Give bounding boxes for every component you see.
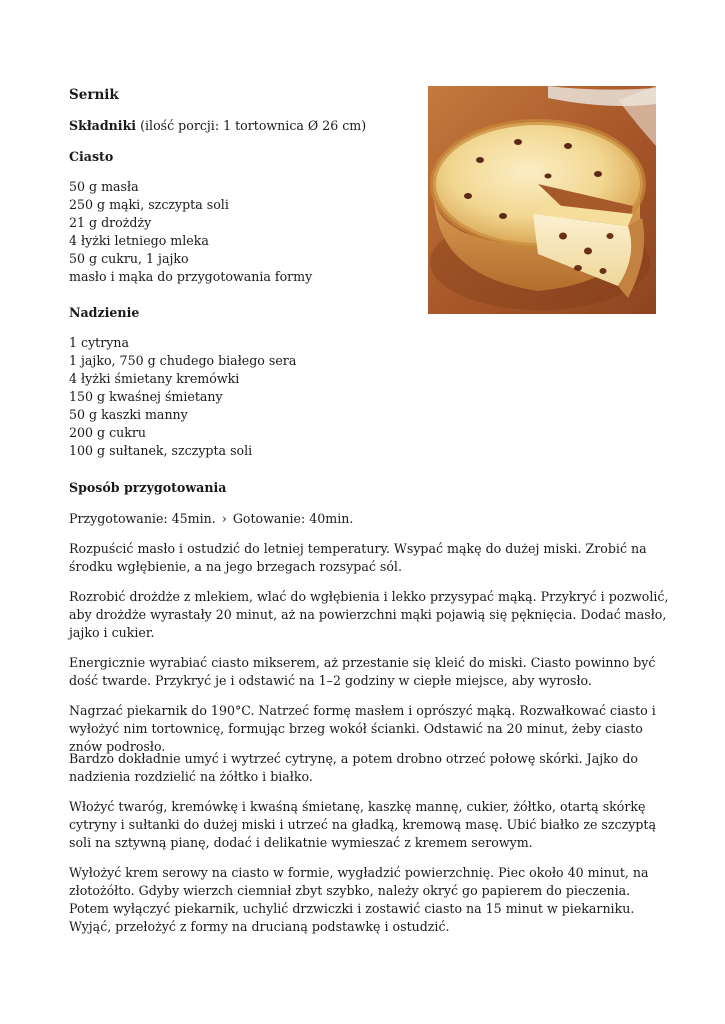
- list-item: 150 g kwaśnej śmietany: [69, 389, 223, 404]
- list-item: 100 g sułtanek, szczypta soli: [69, 443, 253, 458]
- method-step: Rozrobić drożdże z mlekiem, wlać do wgłębienia i lekko przysypać mąką. Przykryć i pozwolić, aby drożdże wyrastały 20 minut, aż na powierzchni mąki pojawią się pęknięcia. Dodać masło, jajko i cukier.: [69, 589, 669, 640]
- method-step: Nagrzać piekarnik do 190°C. Natrzeć formę masłem i oprószyć mąką. Rozwałkować ciasto i wyłożyć nim tortownicę, formując brzeg wokół ścianki. Odstawić na 20 minut, żeby ciasto znów podrosło.: [69, 703, 656, 754]
- list-item: 21 g drożdży: [69, 215, 152, 230]
- list-item: 50 g cukru, 1 jajko: [69, 251, 189, 266]
- recipe-title: Sernik: [69, 87, 119, 103]
- prep-time: Przygotowanie: 45min.: [69, 511, 216, 526]
- list-item: 4 łyżki śmietany kremówki: [69, 371, 240, 386]
- method-step: Energicznie wyrabiać ciasto mikserem, aż przestanie się kleić do miski. Ciasto powinno być dość twarde. Przykryć je i odstawić na 1–2 godziny w ciepłe miejsce, aby wyrosło.: [69, 655, 656, 688]
- list-item: 50 g kaszki manny: [69, 407, 188, 422]
- time-line: [69, 510, 353, 528]
- method-step: Bardzo dokładnie umyć i wytrzeć cytrynę, a potem drobno otrzeć połowę skórki. Jajko do nadzienia rozdzielić na żółtko i białko.: [69, 751, 638, 784]
- list-item: 1 jajko, 750 g chudego białego sera: [69, 353, 297, 368]
- cook-time: Gotowanie: 40min.: [232, 511, 354, 526]
- method-step: Rozpuścić masło i ostudzić do letniej temperatury. Wsypać mąkę do dużej miski. Zrobić na środku wgłębienie, a na jego brzegach rozsypać sól.: [69, 541, 647, 574]
- filling-heading: Nadzienie: [69, 305, 140, 320]
- list-item: 1 cytryna: [69, 335, 129, 350]
- list-item: masło i mąka do przygotowania formy: [69, 269, 313, 284]
- method-step: Wyłożyć krem serowy na ciasto w formie, wygładzić powierzchnię. Piec około 40 minut, na złotożółto. Gdyby wierzch ciemniał zbyt szybko, należy okryć go papierem do pieczenia. Potem wyłączyć piekarnik, uchylić drzwiczki i zostawić ciasto na 15 minut w piekarniku. Wyjąć, przełożyć z formy na drucianą podstawkę i ostudzić.: [69, 865, 649, 934]
- filling-ingredient-list: [69, 334, 296, 460]
- method-step: Włożyć twaróg, kremówkę i kwaśną śmietanę, kaszkę mannę, cukier, żółtko, otartą skórkę cytryny i sułtanki do dużej miski i utrzeć na gładką, kremową masę. Ubić białko ze szczyptą soli na sztywną pianę, dodać i delikatnie wymieszać z kremem serowym.: [69, 799, 656, 850]
- list-item: 200 g cukru: [69, 425, 147, 440]
- dough-heading: Ciasto: [69, 149, 114, 164]
- list-item: 250 g mąki, szczypta soli: [69, 197, 229, 212]
- list-item: 50 g masła: [69, 179, 139, 194]
- cheesecake-photo: [428, 86, 656, 314]
- list-item: 4 łyżki letniego mleka: [69, 233, 209, 248]
- dough-ingredient-list: [69, 178, 312, 286]
- method-heading: Sposób przygotowania: [69, 480, 227, 495]
- ingredients-label: Składniki: [69, 118, 137, 133]
- ingredients-line: [69, 117, 366, 135]
- ingredients-note: (ilość porcji: 1 tortownica Ø 26 cm): [140, 118, 367, 133]
- time-separator: ›: [221, 511, 227, 526]
